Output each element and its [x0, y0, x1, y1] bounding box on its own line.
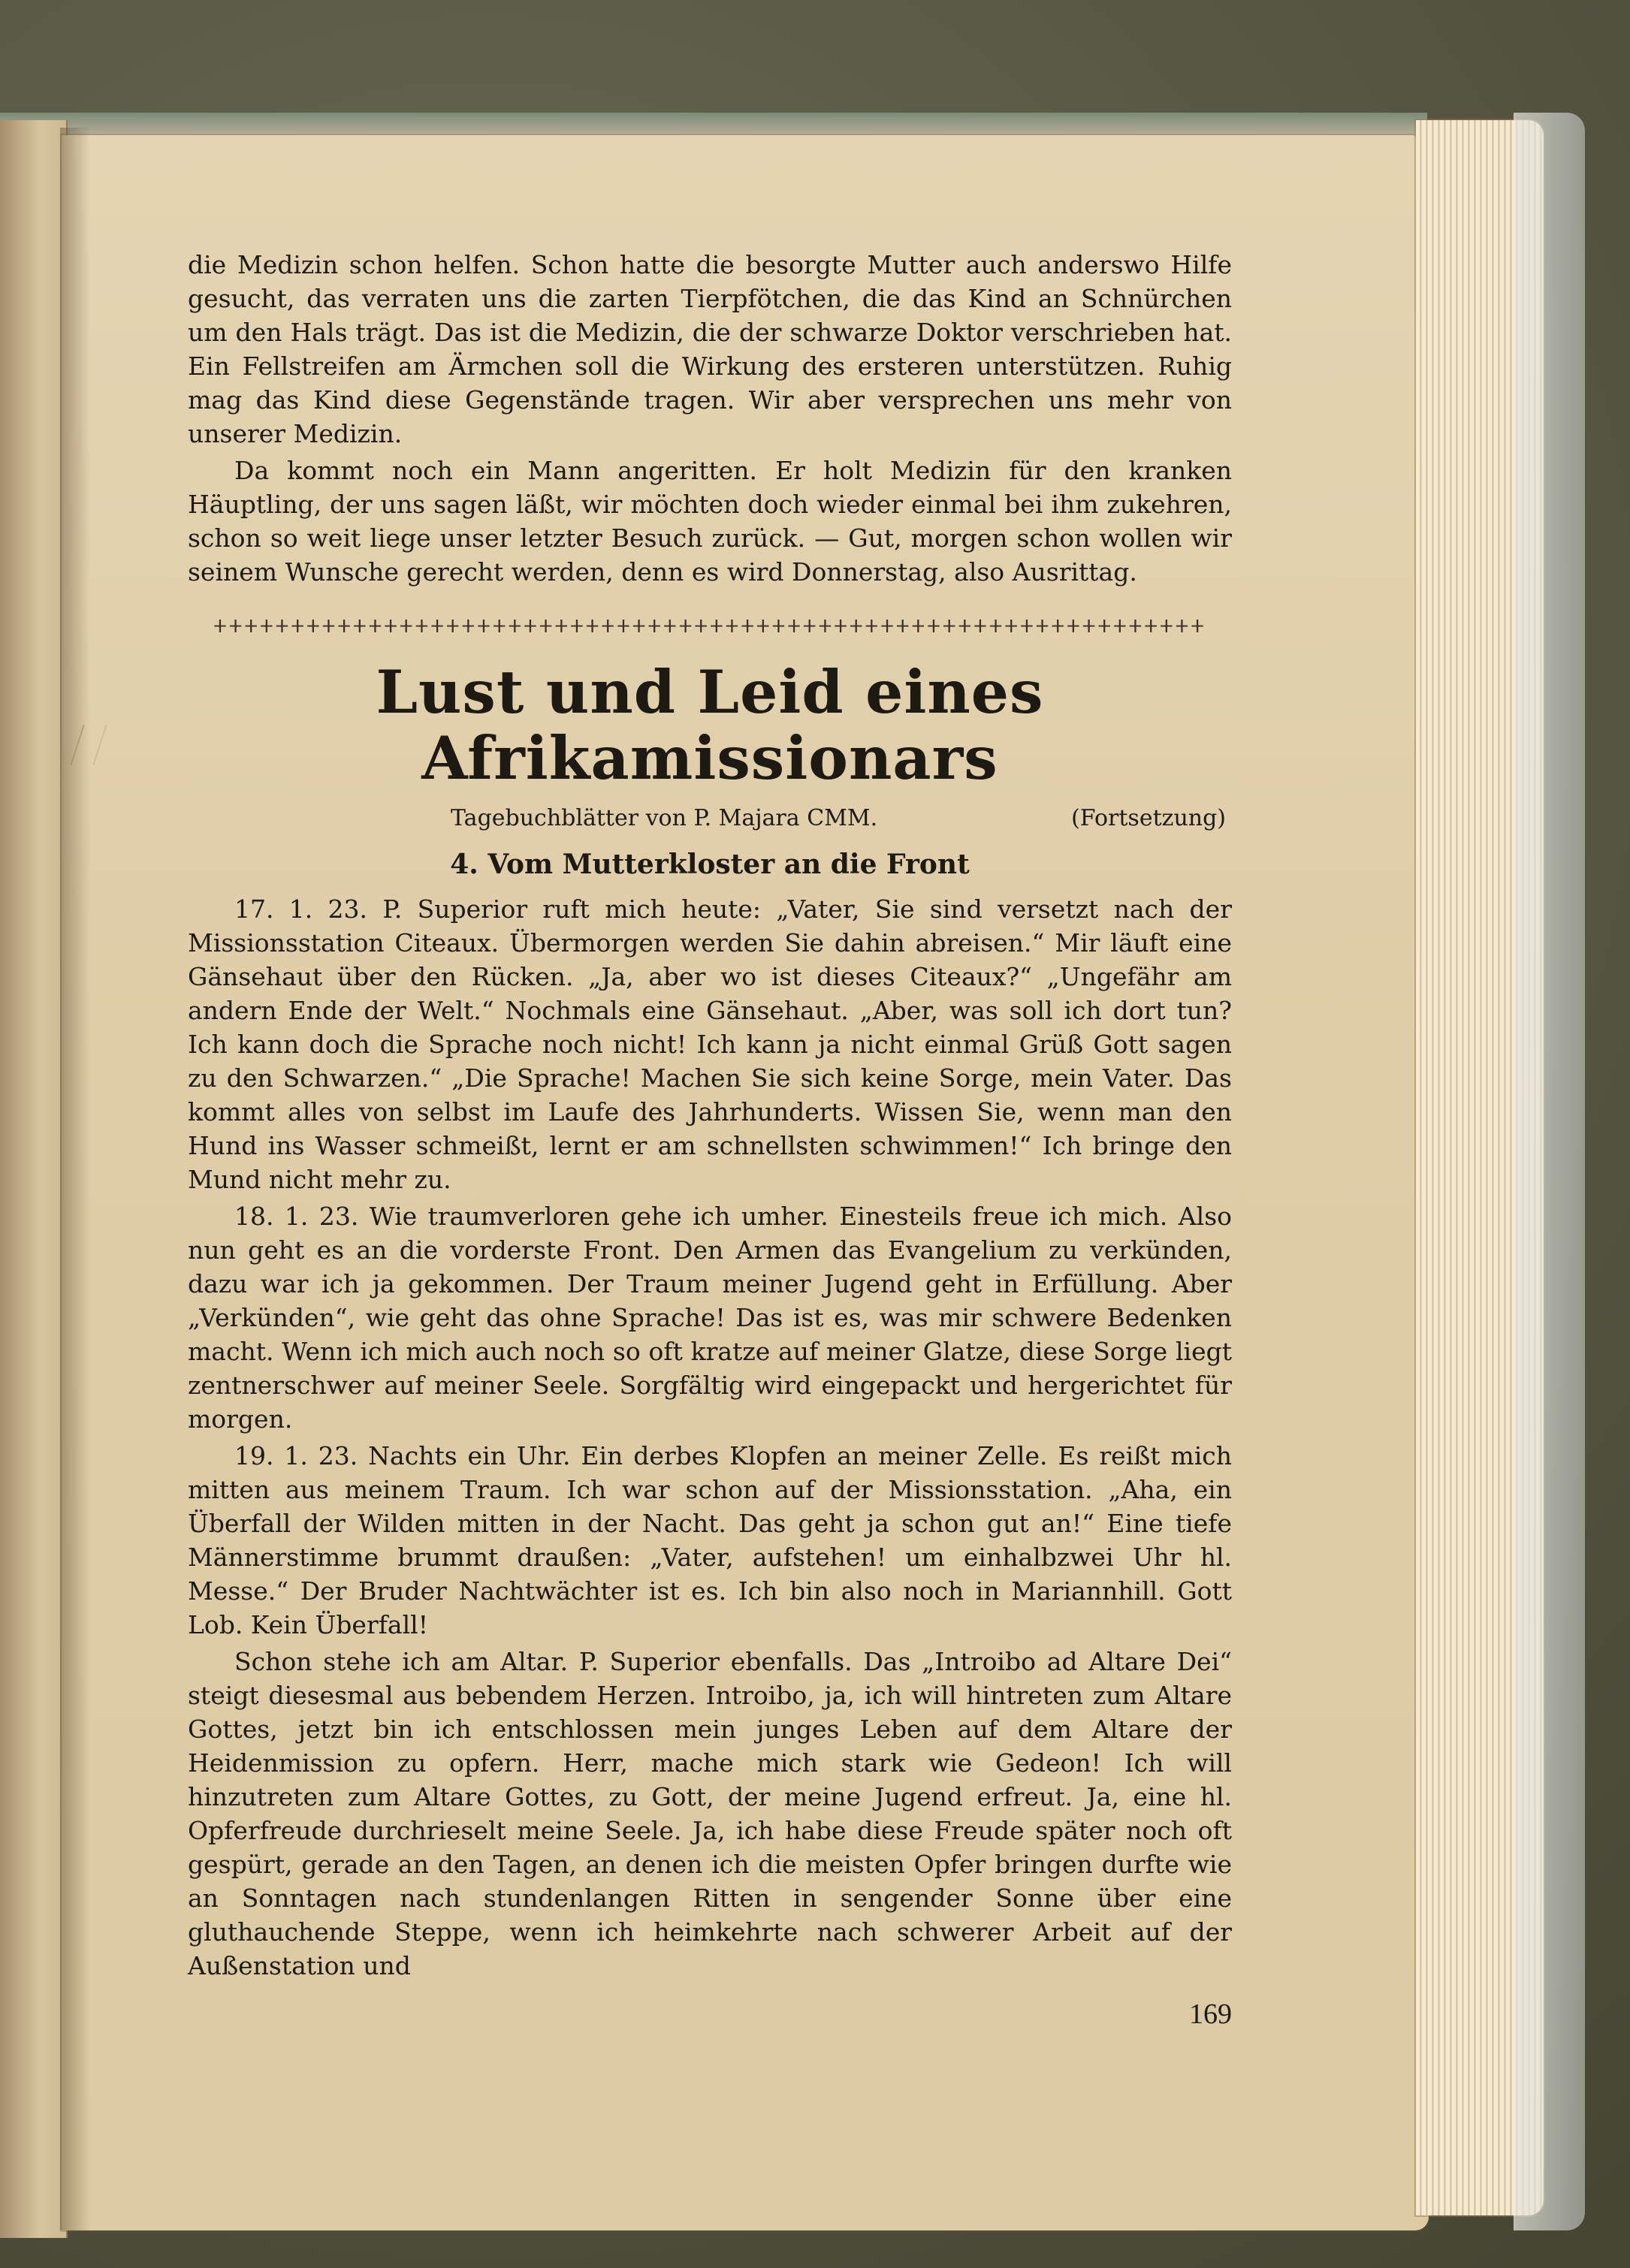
paragraph-main-4: Schon stehe ich am Altar. P. Superior ebenfalls. Das „Introibo ad Altare Dei“ steigt diesesmal aus bebendem Herzen. Introibo, ja, ich will hintreten zum Altare Gottes, jetzt bin ich entschlossen mein junges Leben auf dem Altare der Heidenmission zu opfern. Herr, mache mich stark wie Gedeon! Ich will hinzutreten zum Altare Gottes, zu Gott, der meine Jugend erfreut. Ja, eine hl. Opferfreude durchrieselt meine Seele. Ja, ich habe diese Freude später noch oft gespürt, gerade an den Tagen, an denen ich die meisten Opfer bringen durfte wie an Sonntagen nach stundenlangen Ritten in sengender Sonne über eine gluthauchende Steppe, wenn ich heimkehrte nach schwerer Arbeit auf der Außenstation und — [188, 1647, 1232, 1980]
paragraph-top-1: die Medizin schon helfen. Schon hatte die besorgte Mutter auch anderswo Hilfe gesucht, das verraten uns die zarten Tierpfötchen, die das Kind an Schnürchen um den Hals trägt. Das ist die Medizin, die der schwarze Doktor verschrieben hat. Ein Fellstreifen am Ärmchen soll die Wirkung des ersteren unterstützen. Ruhig mag das Kind diese Gegenstände tragen. Wir aber versprechen uns mehr von unserer Medizin. — [188, 250, 1232, 448]
plastic-cover — [1514, 113, 1585, 2230]
article-title: Lust und Leid eines Afrikamissionars — [376, 657, 1044, 793]
page-number: 169 — [1189, 1998, 1232, 2030]
paragraph-main-2: 18. 1. 23. Wie traumverloren gehe ich umher. Einesteils freue ich mich. Also nun geht es an die vorderste Front. Den Armen das Evangelium zu verkünden, dazu war ich ja gekommen. Der Traum meiner Jugend geht in Erfüllung. Aber „Verkünden“, wie geht das ohne Sprache! Das ist es, was mir schwere Bedenken macht. Wenn ich mich auch noch so oft kratze auf meiner Glatze, diese Sorge liegt zentnerschwer auf meiner Seele. Sorgfältig wird eingepackt und hergerichtet für morgen. — [188, 1202, 1232, 1434]
ornament-separator: ⵜⵜⵜⵜⵜⵜⵜⵜⵜⵜⵜⵜⵜⵜⵜⵜⵜⵜⵜⵜⵜⵜⵜⵜⵜⵜⵜⵜⵜⵜⵜⵜⵜⵜⵜⵜⵜⵜⵜⵜⵜⵜⵜⵜⵜⵜⵜⵜⵜⵜⵜⵜⵜⵜⵜⵜⵜⵜⵜⵜⵜⵜⵜⵜ — [213, 617, 1206, 637]
left-page-edge — [0, 120, 68, 2238]
paragraph-main-3: 19. 1. 23. Nachts ein Uhr. Ein derbes Klopfen an meiner Zelle. Es reißt mich mitten aus meinem Traum. Ich war schon auf der Missionsstation. „Aha, ein Überfall der Wilden mitten in der Nacht. Das geht ja schon gut an!“ Eine tiefe Männerstimme brummt draußen: „Vater, aufstehen! um einhalbzwei Uhr hl. Messe.“ Der Bruder Nachtwächter ist es. Ich bin also noch in Mariannhill. Gott Lob. Kein Überfall! — [188, 1441, 1232, 1639]
subtitle-author: Tagebuchblätter von P. Majara CMM. — [451, 805, 878, 831]
paragraph-top-2: Da kommt noch ein Mann angeritten. Er holt Medizin für den kranken Häuptling, der uns sagen läßt, wir möchten doch wieder einmal bei ihm zukehren, schon so weit liege unser letzter Besuch zurück. — Gut, morgen schon wollen wir seinem Wunsche gerecht werden, denn es wird Donnerstag, also Ausrittag. — [188, 456, 1232, 587]
subtitle-row — [188, 804, 1232, 834]
subtitle-continuation: (Fortsetzung) — [1071, 805, 1226, 831]
paragraph-main-1: 17. 1. 23. P. Superior ruft mich heute: „Vater, Sie sind versetzt nach der Missionsstation Citeaux. Übermorgen werden Sie dahin abreisen.“ Mir läuft eine Gänsehaut über den Rücken. „Ja, aber wo ist dieses Citeaux?“ „Ungefähr am andern Ende der Welt.“ Nochmals eine Gänsehaut. „Aber, was soll ich dort tun? Ich kann doch die Sprache noch nicht! Ich kann ja nicht einmal Grüß Gott sagen zu den Schwarzen.“ „Die Sprache! Machen Sie sich keine Sorge, mein Vater. Das kommt alles von selbst im Laufe des Jahrhunderts. Wissen Sie, wenn man den Hund ins Wasser schmeißt, lernt er am schnellsten schwimmen!“ Ich bringe den Mund nicht mehr zu. — [188, 894, 1232, 1194]
section-heading: 4. Vom Mutterkloster an die Front — [450, 849, 970, 880]
gutter-shadow — [60, 128, 90, 2230]
page-text-block — [188, 248, 1232, 2125]
